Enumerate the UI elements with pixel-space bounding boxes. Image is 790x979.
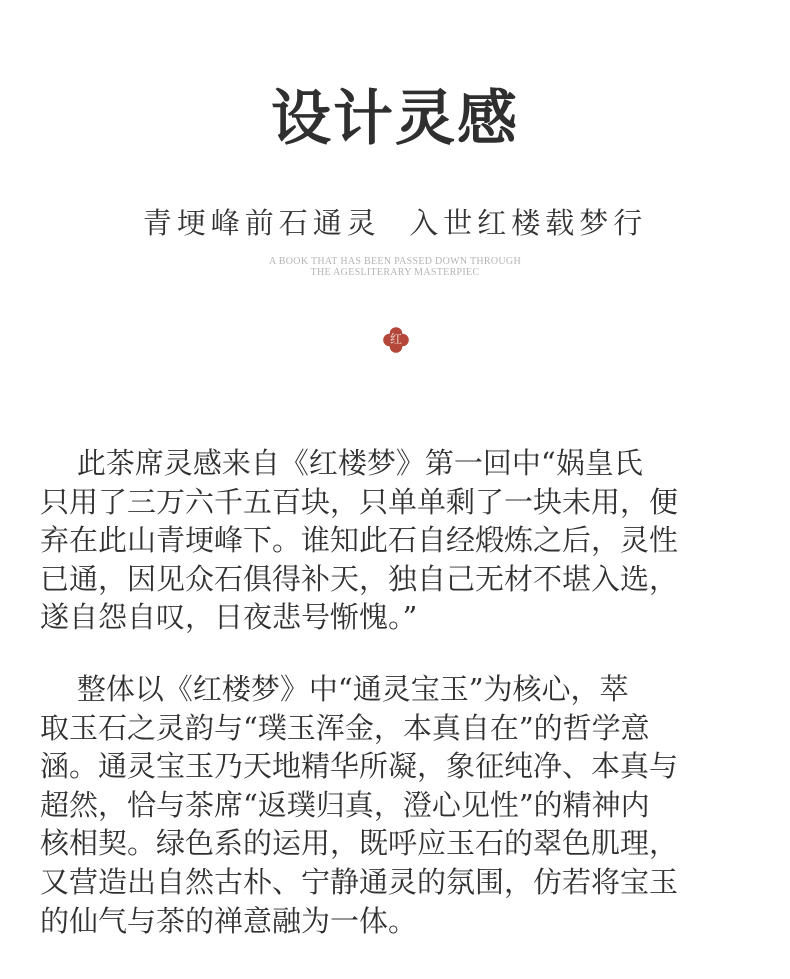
seal-character: 红 [389, 332, 402, 346]
paragraph-line: 涵。通灵宝玉乃天地精华所凝，象征纯净、本真与 [40, 749, 679, 784]
paragraph-line: 此茶席灵感来自《红楼梦》第一回中“娲皇氏 [40, 446, 643, 480]
paragraph-1 [40, 444, 752, 637]
page-title: 设计灵感 [271, 84, 519, 154]
paragraph-line: 弃在此山青埂峰下。谁知此石自经煅炼之后，灵性 [40, 523, 679, 558]
paragraph-2 [40, 670, 752, 940]
paragraph-line: 超然，恰与茶席“返璞归真，澄心见性”的精神内 [40, 787, 650, 822]
english-caption-line-2: THE AGESLITERARY MASTERPIEC [310, 267, 480, 278]
english-caption [0, 256, 790, 278]
paragraph-line: 只用了三万六千五百块，只单单剩了一块未用，便 [40, 484, 679, 519]
paragraph-line: 遂自怨自叹，日夜悲号惭愧。” [40, 600, 418, 635]
english-caption-line-1: A BOOK THAT HAS BEEN PASSED DOWN THROUGH [269, 256, 521, 267]
paragraph-line: 又营造出自然古朴、宁静通灵的氛围，仿若将宝玉 [40, 864, 679, 899]
paragraph-line: 整体以《红楼梦》中“通灵宝玉”为核心，萃 [40, 672, 629, 706]
paragraph-line: 取玉石之灵韵与“璞玉浑金，本真自在”的哲学意 [40, 710, 650, 745]
paragraph-line: 已通，因见众石俱得补天，独自己无材不堪入选， [40, 561, 679, 596]
paragraph-line: 核相契。绿色系的运用，既呼应玉石的翠色肌理， [40, 826, 679, 861]
paragraph-line: 的仙气与茶的禅意融为一体。 [40, 903, 418, 938]
subtitle: 青埂峰前石通灵 入世红楼载梦行 [142, 206, 648, 240]
seal-emblem [383, 327, 409, 353]
